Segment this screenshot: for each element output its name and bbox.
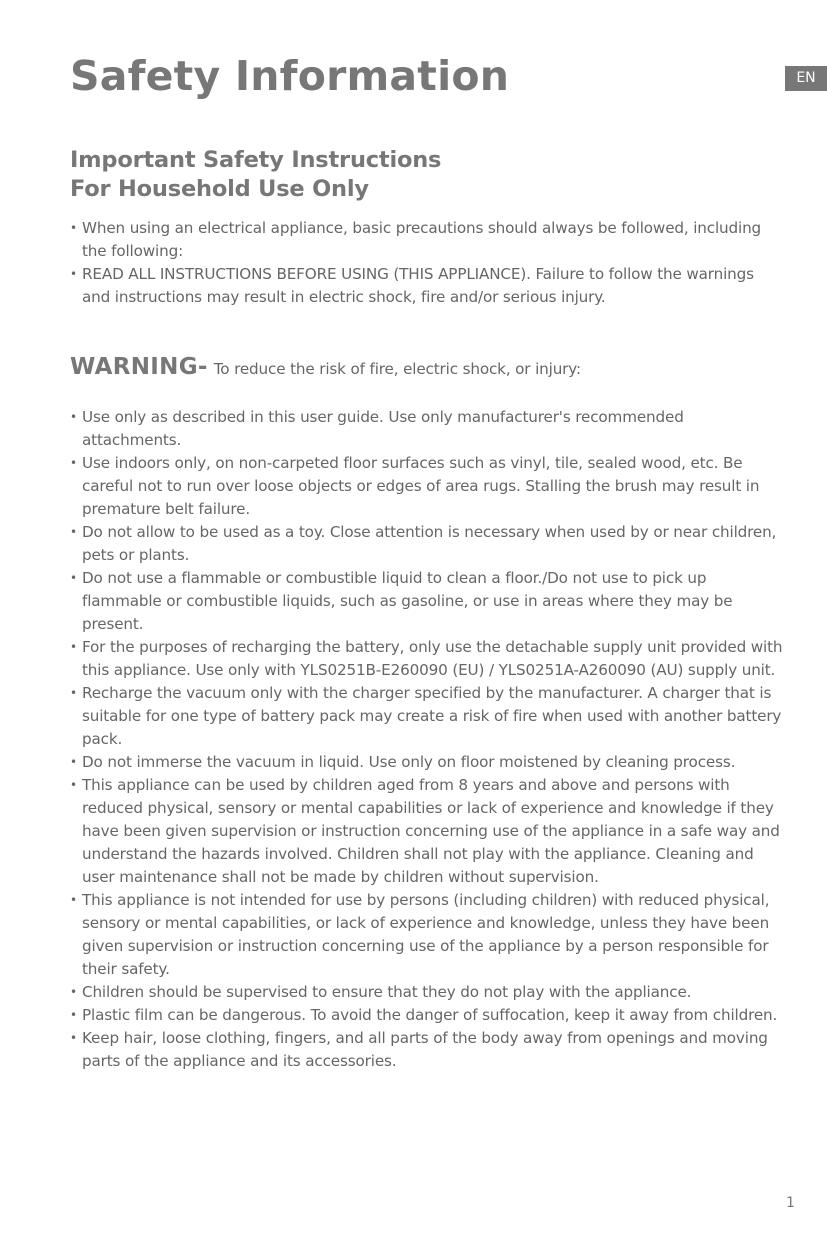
list-item-text: Do not use a flammable or combustible liquid to clean a floor./Do not use to pick up flammable or combustible liquids, such as gasoline, or use in areas where they may be present. (82, 569, 733, 633)
bullet-icon: • (70, 221, 77, 235)
warning-line (70, 354, 581, 380)
bullet-icon: • (70, 755, 77, 769)
list-item-text: READ ALL INSTRUCTIONS BEFORE USING (THIS APPLIANCE). Failure to follow the warnings and instructions may result in electric shock, fire and/or serious injury. (82, 265, 754, 306)
list-item (70, 981, 785, 1004)
bullet-icon: • (70, 267, 77, 281)
list-item-text: Use indoors only, on non-carpeted floor surfaces such as vinyl, tile, sealed wood, etc. Be careful not to run over loose objects or edges of area rugs. Stalling the brush may result in premature belt failure. (82, 454, 760, 518)
list-item (70, 217, 785, 263)
page-number: 1 (786, 1195, 795, 1211)
list-item (70, 682, 785, 751)
bullet-icon: • (70, 456, 77, 470)
list-item (70, 1027, 785, 1073)
list-item-text: Do not immerse the vacuum in liquid. Use only on floor moistened by cleaning process. (82, 753, 736, 771)
bullet-icon: • (70, 571, 77, 585)
list-item (70, 406, 785, 452)
bullet-icon: • (70, 1031, 77, 1045)
bullet-icon: • (70, 985, 77, 999)
list-item (70, 1004, 785, 1027)
list-item-text: Use only as described in this user guide. Use only manufacturer's recommended attachments. (82, 408, 684, 449)
section-heading-line2: For Household Use Only (70, 176, 369, 202)
bullet-icon: • (70, 1008, 77, 1022)
list-item (70, 452, 785, 521)
section-heading (70, 146, 441, 204)
list-item (70, 774, 785, 889)
list-item (70, 521, 785, 567)
bullet-icon: • (70, 640, 77, 654)
bullet-icon: • (70, 686, 77, 700)
warning-bullet-list (70, 406, 785, 1073)
warning-label: WARNING- (70, 354, 208, 380)
bullet-icon: • (70, 778, 77, 792)
bullet-icon: • (70, 525, 77, 539)
bullet-icon: • (70, 410, 77, 424)
list-item-text: Keep hair, loose clothing, fingers, and all parts of the body away from openings and moving parts of the appliance and its accessories. (82, 1029, 768, 1070)
list-item (70, 567, 785, 636)
list-item-text: This appliance is not intended for use by persons (including children) with reduced physical, sensory or mental capabilities, or lack of experience and knowledge, unless they have been given supervision or instruction concerning use of the appliance by a person responsible for their safety. (82, 891, 770, 978)
list-item-text: Recharge the vacuum only with the charger specified by the manufacturer. A charger that is suitable for one type of battery pack may create a risk of fire when used with another battery pack. (82, 684, 782, 748)
list-item (70, 636, 785, 682)
list-item-text: Do not allow to be used as a toy. Close attention is necessary when used by or near children, pets or plants. (82, 523, 777, 564)
list-item-text: When using an electrical appliance, basic precautions should always be followed, including the following: (82, 219, 762, 260)
list-item-text: Children should be supervised to ensure that they do not play with the appliance. (82, 983, 692, 1001)
list-item-text: Plastic film can be dangerous. To avoid the danger of suffocation, keep it away from children. (82, 1006, 778, 1024)
warning-text: To reduce the risk of fire, electric shock, or injury: (213, 360, 581, 378)
bullet-icon: • (70, 893, 77, 907)
page-title: Safety Information (70, 52, 510, 100)
intro-bullet-list (70, 217, 785, 309)
section-heading-line1: Important Safety Instructions (70, 147, 442, 173)
list-item-text: This appliance can be used by children aged from 8 years and above and persons with reduced physical, sensory or mental capabilities or lack of experience and knowledge if they have been given supervision or instruction concerning use of the appliance in a safe way and understand the hazards involved. Children shall not play with the appliance. Cleaning and user maintenance shall not be made by children without supervision. (82, 776, 780, 886)
list-item (70, 889, 785, 981)
list-item (70, 751, 785, 774)
list-item (70, 263, 785, 309)
language-badge: EN (785, 66, 827, 91)
list-item-text: For the purposes of recharging the battery, only use the detachable supply unit provided with this appliance. Use only with YLS0251B-E260090 (EU) / YLS0251A-A260090 (AU) supply unit. (82, 638, 783, 679)
